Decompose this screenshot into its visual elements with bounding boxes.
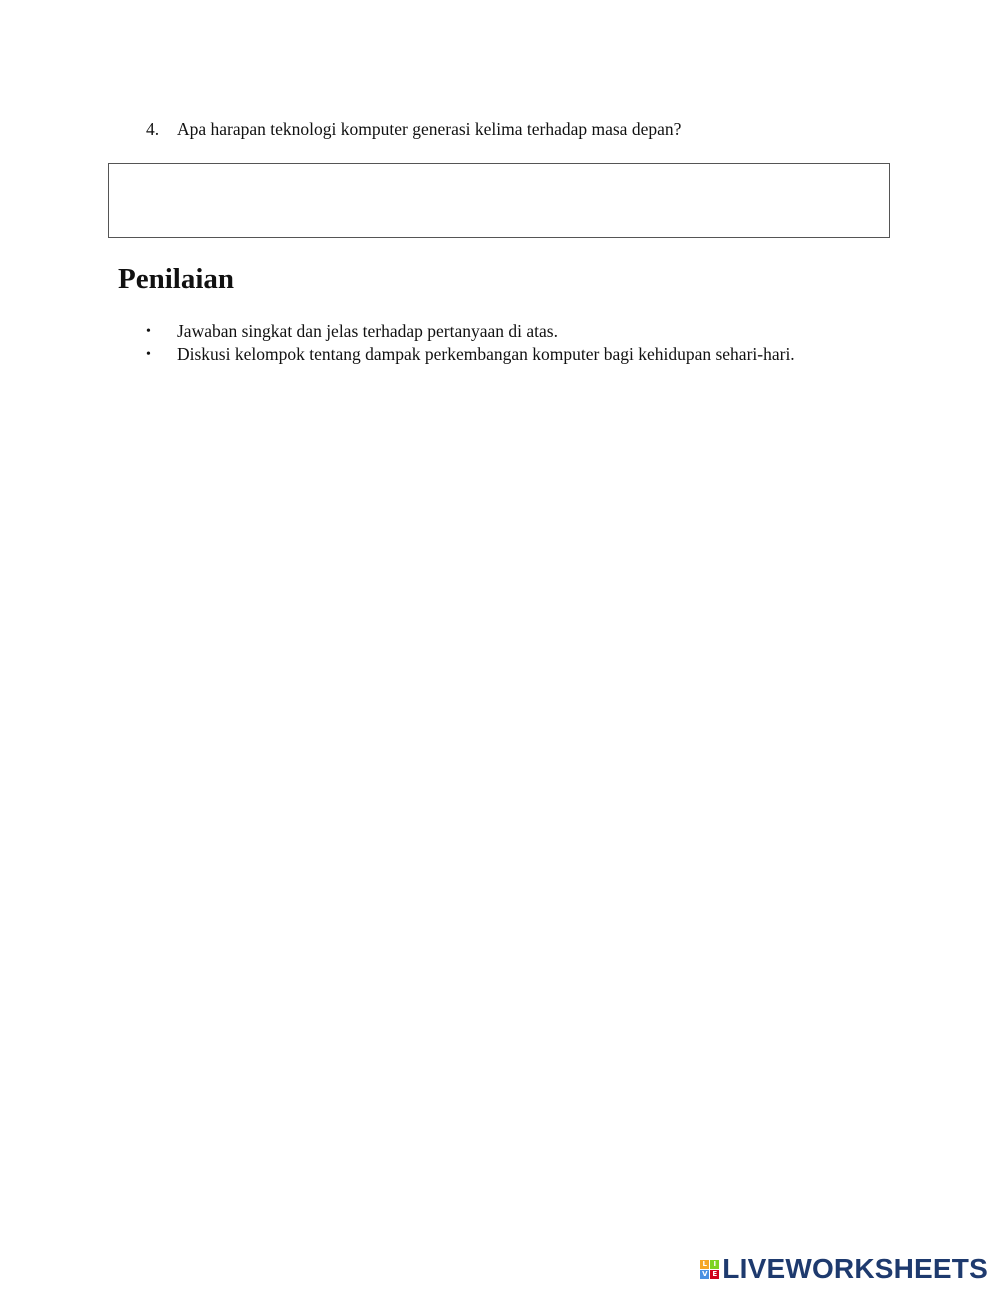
list-item-text: Diskusi kelompok tentang dampak perkembangan komputer bagi kehidupan sehari-hari. xyxy=(177,344,795,364)
list-item-text: Jawaban singkat dan jelas terhadap pertanyaan di atas. xyxy=(177,321,558,341)
question-4 xyxy=(146,118,681,140)
logo-tiles-icon xyxy=(700,1260,719,1279)
bullet-icon: • xyxy=(146,347,151,362)
assessment-list xyxy=(146,320,795,366)
logo-tile-v: V xyxy=(702,1269,708,1278)
logo-tile-l: L xyxy=(700,1260,709,1269)
logo-tile-e: E xyxy=(710,1270,719,1279)
question-number: 4. xyxy=(146,119,160,139)
bullet-icon: • xyxy=(146,324,151,339)
liveworksheets-logo xyxy=(700,1252,988,1286)
list-item xyxy=(146,343,795,366)
section-heading-penilaian: Penilaian xyxy=(118,263,235,295)
brand-name: LIVEWORKSHEETS xyxy=(722,1253,988,1284)
list-item xyxy=(146,320,795,343)
logo-tile-i: I xyxy=(710,1260,719,1269)
question-text: Apa harapan teknologi komputer generasi kelima terhadap masa depan? xyxy=(177,119,682,139)
answer-input-box[interactable] xyxy=(108,163,890,238)
